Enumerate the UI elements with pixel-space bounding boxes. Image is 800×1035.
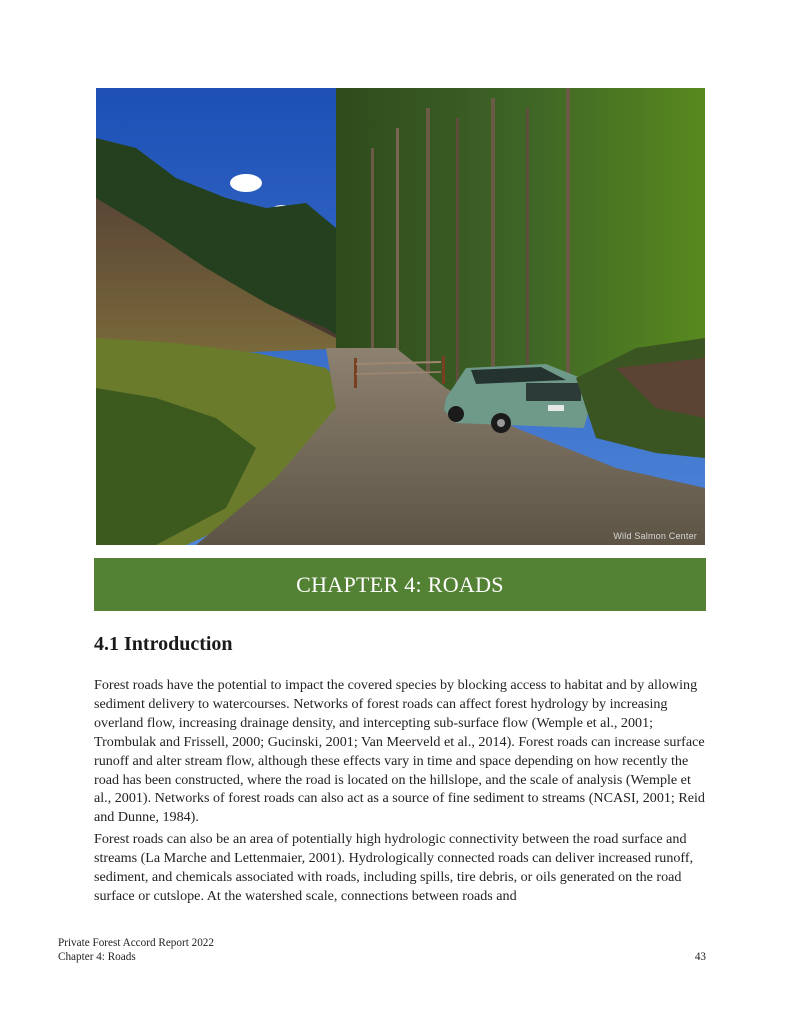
footer-report-title: Private Forest Accord Report 2022 (58, 937, 214, 949)
section-heading: 4.1 Introduction (94, 633, 233, 655)
chapter-photo (96, 88, 705, 545)
chapter-title: CHAPTER 4: ROADS (296, 571, 504, 597)
page-number: 43 (694, 951, 706, 963)
photo-credit: Wild Salmon Center (613, 531, 697, 541)
forest-road-photo (96, 88, 705, 545)
body-paragraph: Forest roads have the potential to impact the covered species by blocking access to habitat and by allowing sediment delivery to watercourses. Networks of forest roads can affect forest hydrology by increasing overland flow, increasing drainage density, and intercepting sub-surface flow (Wemple et al., 2001; Trombulak and Frissell, 2000; Gucinski, 2001; Van Meerveld et al., 2014). Forest roads can increase surface runoff and alter stream flow, although these effects vary in time and space depending on how recently the road has been constructed, where the road is located on the hillslope, and the scale of analysis (Wemple et al., 2001). Networks of forest roads can also act as a source of fine sediment to streams (NCASI, 2001; Reid and Dunne, 1984). (94, 677, 705, 826)
footer-chapter-name: Chapter 4: Roads (58, 950, 136, 963)
body-paragraph: Forest roads can also be an area of potentially high hydrologic connectivity between the road surface and streams (La Marche and Lettenmaier, 2001). Hydrologically connected roads can deliver increased runoff, sediment, and chemicals associated with roads, including spills, tire debris, or oils generated on the road surface or cutslope. At the watershed scale, connections between roads and (94, 831, 694, 904)
page-footer (58, 937, 214, 964)
car-illustration (444, 364, 588, 433)
chapter-banner (94, 558, 706, 611)
